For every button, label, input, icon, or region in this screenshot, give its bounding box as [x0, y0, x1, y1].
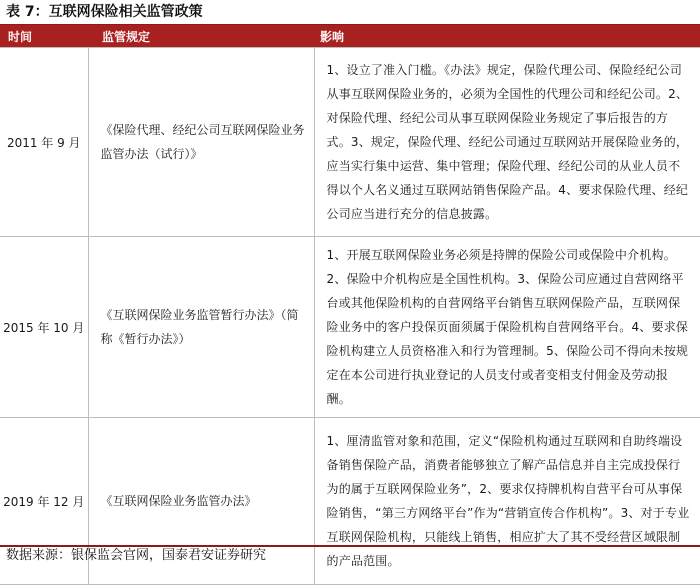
row-time: 2015 年 10 月 — [0, 237, 88, 418]
column-header-time: 时间 — [0, 25, 88, 48]
table-header-row — [0, 25, 700, 48]
table-row — [0, 48, 700, 237]
column-header-effect: 影响 — [314, 25, 700, 48]
row-time: 2019 年 12 月 — [0, 418, 88, 585]
row-regulation: 《互联网保险业务监管办法》 — [88, 418, 314, 585]
table-title: 表 7：互联网保险相关监管政策 — [6, 4, 203, 20]
row-time: 2011 年 9 月 — [0, 48, 88, 237]
policy-table — [0, 25, 700, 585]
column-header-regulation: 监管规定 — [88, 25, 314, 48]
row-effect: 1、开展互联网保险业务必须是持牌的保险公司或保险中介机构。2、保险中介机构应是全国性机构。3、保险公司应通过自营网络平台或其他保险机构的自营网络平台销售互联网保险产品，互联网保险业务中的客户投保页面须属于保险机构自营网络平台。4、要求保险机构建立人员资格准入和行为管理制。5、保险公司不得向未按规定在本公司进行执业登记的人员支付或者变相支付佣金及劳动报酬。 — [314, 237, 700, 418]
table-row — [0, 237, 700, 418]
row-effect: 1、厘清监管对象和范围，定义“保险机构通过互联网和自助终端设备销售保险产品，消费者能够独立了解产品信息并自主完成投保行为的属于互联网保险业务”，2、要求仅持牌机构自营平台可从事保险销售，“第三方网络平台”作为“营销宣传合作机构”。3、对于专业互联网保险机构，只能线上销售，相应扩大了其不受经营区域限制的产品范围。 — [314, 418, 700, 585]
source-note: 数据来源：银保监会官网，国泰君安证券研究 — [6, 548, 267, 563]
row-regulation: 《互联网保险业务监管暂行办法》（简称《暂行办法》） — [88, 237, 314, 418]
row-effect: 1、设立了准入门槛。《办法》规定，保险代理公司、保险经纪公司从事互联网保险业务的，必须为全国性的代理公司和经纪公司。2、对保险代理、经纪公司从事互联网保险业务规定了事后报告的方式。3、规定，保险代理、经纪公司通过互联网站开展保险业务的，应当实行集中运营、集中管理；保险代理、经纪公司的从业人员不得以个人名义通过互联网站销售保险产品。4、要求保险代理、经纪公司应当进行充分的信息披露。 — [314, 48, 700, 237]
row-regulation: 《保险代理、经纪公司互联网保险业务监管办法（试行）》 — [88, 48, 314, 237]
